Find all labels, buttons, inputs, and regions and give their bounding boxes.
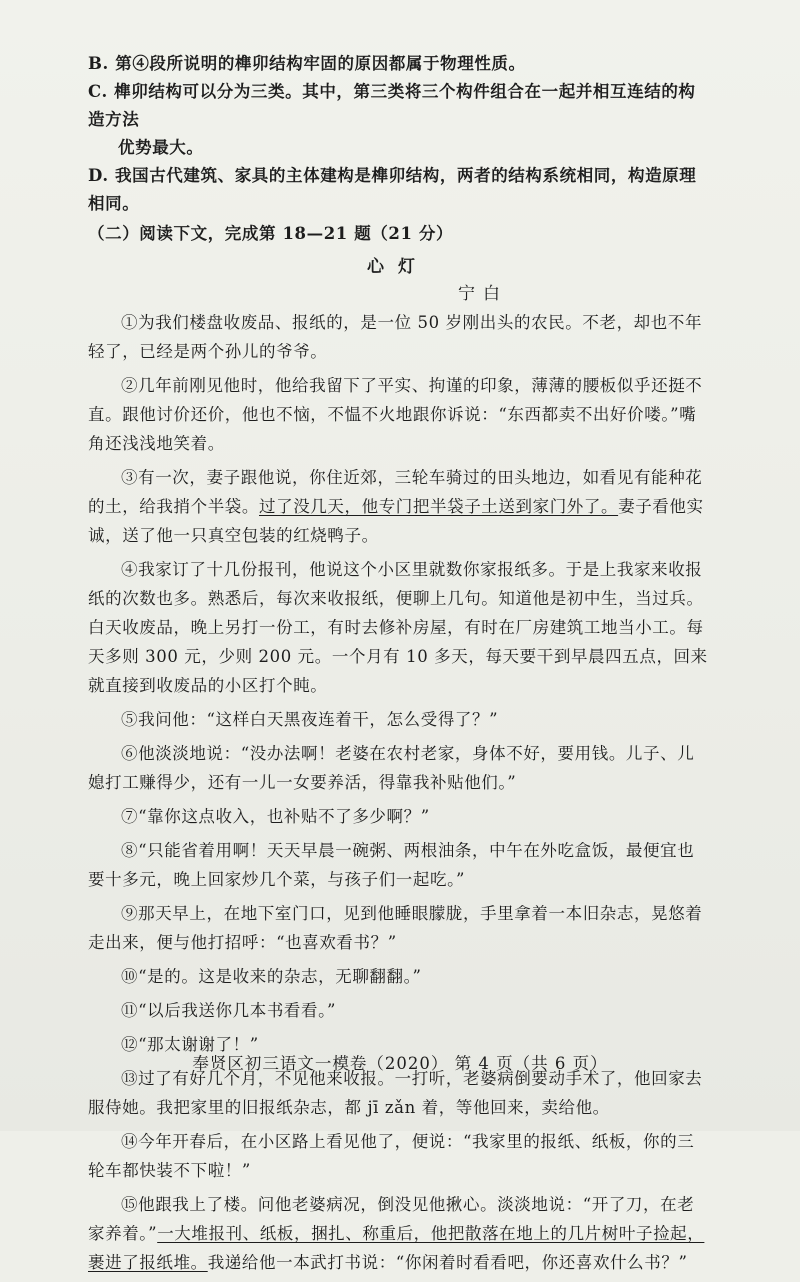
page-content <box>88 50 708 1282</box>
paragraph-6: ⑥他淡淡地说：“没办法啊！老婆在农村老家，身体不好，要用钱。儿子、儿媳打工赚得少，还有一儿一女要养活，得靠我补贴他们。” <box>88 744 695 792</box>
paragraph-11: ⑪“以后我送你几本书看看。” <box>121 1001 337 1020</box>
paragraph-8: ⑧“只能省着用啊！天天早晨一碗粥、两根油条，中午在外吃盒饭，最便宜也要十多元，晚上回家炒几个菜，与孩子们一起吃。” <box>88 841 695 889</box>
underlined-sentence-2: 一大堆报刊、纸板，捆扎、称重后，他把散落在地上的几片树叶子捡起，裹进了报纸堆。 <box>88 1224 705 1272</box>
paragraph-3-text-b: 妻子看他实诚，送了他一只真空包装的红烧鸭子。 <box>88 497 704 545</box>
section-header: （二）阅读下文，完成第 18—21 题（21 分） <box>88 224 454 243</box>
paragraph-9: ⑨那天早上，在地下室门口，见到他睡眼朦胧，手里拿着一本旧杂志，晃悠着走出来，便与他打招呼：“也喜欢看书？” <box>88 904 703 952</box>
paragraph-3 <box>88 463 708 550</box>
paragraph-5: ⑤我问他：“这样白天黑夜连着干，怎么受得了？” <box>121 710 499 729</box>
paragraph-15-text-b: 我递给他一本武打书说：“你闲着时看看吧，你还喜欢什么书？” <box>207 1253 688 1272</box>
page-footer: 奉贤区初三语文一模卷（2020） 第 4 页（共 6 页） <box>192 1054 608 1073</box>
paragraph-14: ⑭今年开春后，在小区路上看见他了，便说：“我家里的报纸、纸板，你的三轮车都快装不下啦！” <box>88 1132 695 1180</box>
paragraph-13: ⑬过了有好几个月，不见他来收报。一打听，老婆病倒要动手术了，他回家去服侍她。我把家里的旧报纸杂志，都 jī zǎn 着，等他回来，卖给他。 <box>88 1069 703 1117</box>
underlined-sentence-1: 过了没几天，他专门把半袋子土送到家门外了。 <box>259 497 619 516</box>
paragraph-3-text-a: ③有一次，妻子跟他说，你住近郊，三轮车骑过的田头地边，如看见有能种花的土，给我捎个半袋。 <box>88 468 703 516</box>
paragraph-15 <box>88 1190 708 1277</box>
paragraph-1: ①为我们楼盘收废品、报纸的，是一位 50 岁刚出头的农民。不老，却也不年轻了，已经是两个孙儿的爷爷。 <box>88 313 703 361</box>
paragraph-10: ⑩“是的。这是收来的杂志，无聊翻翻。” <box>121 967 422 986</box>
paragraph-7: ⑦“靠你这点收入，也补贴不了多少啊？” <box>121 807 430 826</box>
article-title: 心灯 <box>367 257 429 277</box>
option-c: C. 榫卯结构可以分为三类。其中，第三类将三个构件组合在一起并相互连结的构造方法 <box>88 82 696 129</box>
option-b: B. 第④段所说明的榫卯结构牢固的原因都属于物理性质。 <box>88 54 526 73</box>
paragraph-15-text-a: ⑮他跟我上了楼。问他老婆病况，倒没见他揪心。淡淡地说：“开了刀，在老家养着。” <box>88 1195 695 1243</box>
article-author: 宁白 <box>458 284 508 304</box>
option-c-continued: 优势最大。 <box>118 138 204 157</box>
option-d: D. 我国古代建筑、家具的主体建构是榫卯结构，两者的结构系统相同，构造原理相同。 <box>88 166 697 213</box>
paragraph-4: ④我家订了十几份报刊，他说这个小区里就数你家报纸多。于是上我家来收报纸的次数也多。熟悉后，每次来收报纸，便聊上几句。知道他是初中生，当过兵。白天收废品，晚上另打一份工，有时去修补房屋，有时在厂房建筑工地当小工。每天多则 300 元，少则 200 元。一个月有 10 多天，每天要干到早晨四五点，回来就直接到收废品的小区打个盹。 <box>88 560 708 695</box>
paragraph-2: ②几年前刚见他时，他给我留下了平实、拘谨的印象，薄薄的腰板似乎还挺不直。跟他讨价还价，他也不恼，不愠不火地跟你诉说：“东西都卖不出好价喽。”嘴角还浅浅地笑着。 <box>88 376 703 453</box>
paragraph-12: ⑫“那太谢谢了！” <box>121 1035 259 1054</box>
